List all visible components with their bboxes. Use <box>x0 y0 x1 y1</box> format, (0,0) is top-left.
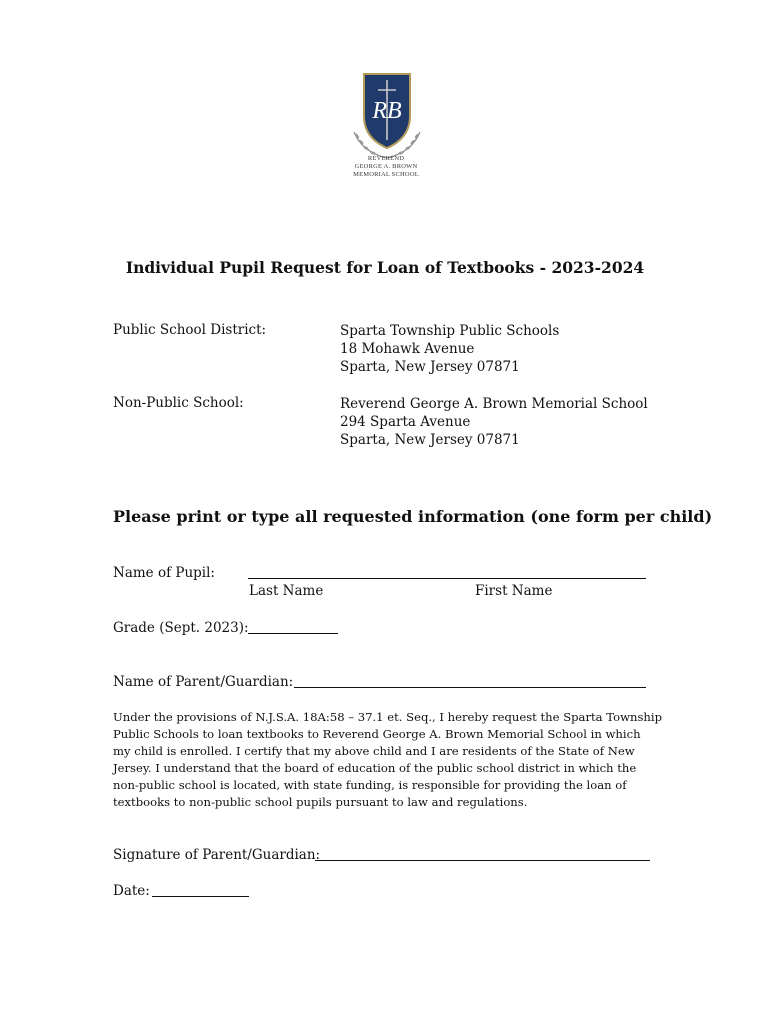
signature-label: Signature of Parent/Guardian: <box>113 847 321 863</box>
district-address <box>340 322 559 376</box>
grade-line[interactable] <box>248 633 338 634</box>
nonpublic-city: Sparta, New Jersey 07871 <box>340 432 520 448</box>
paragraph-line: my child is enrolled. I certify that my above child and I are residents of the State of New <box>113 744 635 758</box>
first-name-caption: First Name <box>475 583 553 599</box>
nonpublic-label: Non-Public School: <box>113 395 244 411</box>
logo-line-1: REVEREND <box>367 155 405 162</box>
last-name-caption: Last Name <box>249 583 324 599</box>
form-title: Individual Pupil Request for Loan of Textbooks - 2023-2024 <box>125 258 645 277</box>
district-city: Sparta, New Jersey 07871 <box>340 359 520 375</box>
paragraph-line: Public Schools to loan textbooks to Reverend George A. Brown Memorial School in which <box>113 727 641 741</box>
grade-label: Grade (Sept. 2023): <box>113 620 249 636</box>
district-street: 18 Mohawk Avenue <box>340 341 475 357</box>
crest-initials: RB <box>372 98 402 124</box>
date-line[interactable] <box>152 896 249 897</box>
date-label: Date: <box>113 883 150 899</box>
district-name: Sparta Township Public Schools <box>340 323 560 339</box>
parent-name-line[interactable] <box>294 687 646 688</box>
instruction-heading: Please print or type all requested information (one form per child) <box>113 507 713 526</box>
district-label: Public School District: <box>113 322 267 338</box>
nonpublic-street: 294 Sparta Avenue <box>340 414 471 430</box>
nonpublic-address <box>340 395 648 449</box>
logo-line-2: GEORGE A. BROWN <box>354 163 418 170</box>
nonpublic-name: Reverend George A. Brown Memorial School <box>340 396 648 412</box>
parent-name-label: Name of Parent/Guardian: <box>113 674 294 690</box>
certification-paragraph <box>113 709 673 811</box>
paragraph-line: textbooks to non-public school pupils pursuant to law and regulations. <box>113 795 528 809</box>
pupil-name-line[interactable] <box>248 578 646 579</box>
logo-line-3: MEMORIAL SCHOOL <box>353 171 419 178</box>
paragraph-line: Under the provisions of N.J.S.A. 18A:58 – 37.1 et. Seq., I hereby request the Sparta Township <box>113 710 663 724</box>
signature-line[interactable] <box>315 860 650 861</box>
paragraph-line: non-public school is located, with state funding, is responsible for providing the loan of <box>113 778 627 792</box>
pupil-name-label: Name of Pupil: <box>113 565 215 581</box>
paragraph-line: Jersey. I understand that the board of education of the public school district in which the <box>113 761 637 775</box>
